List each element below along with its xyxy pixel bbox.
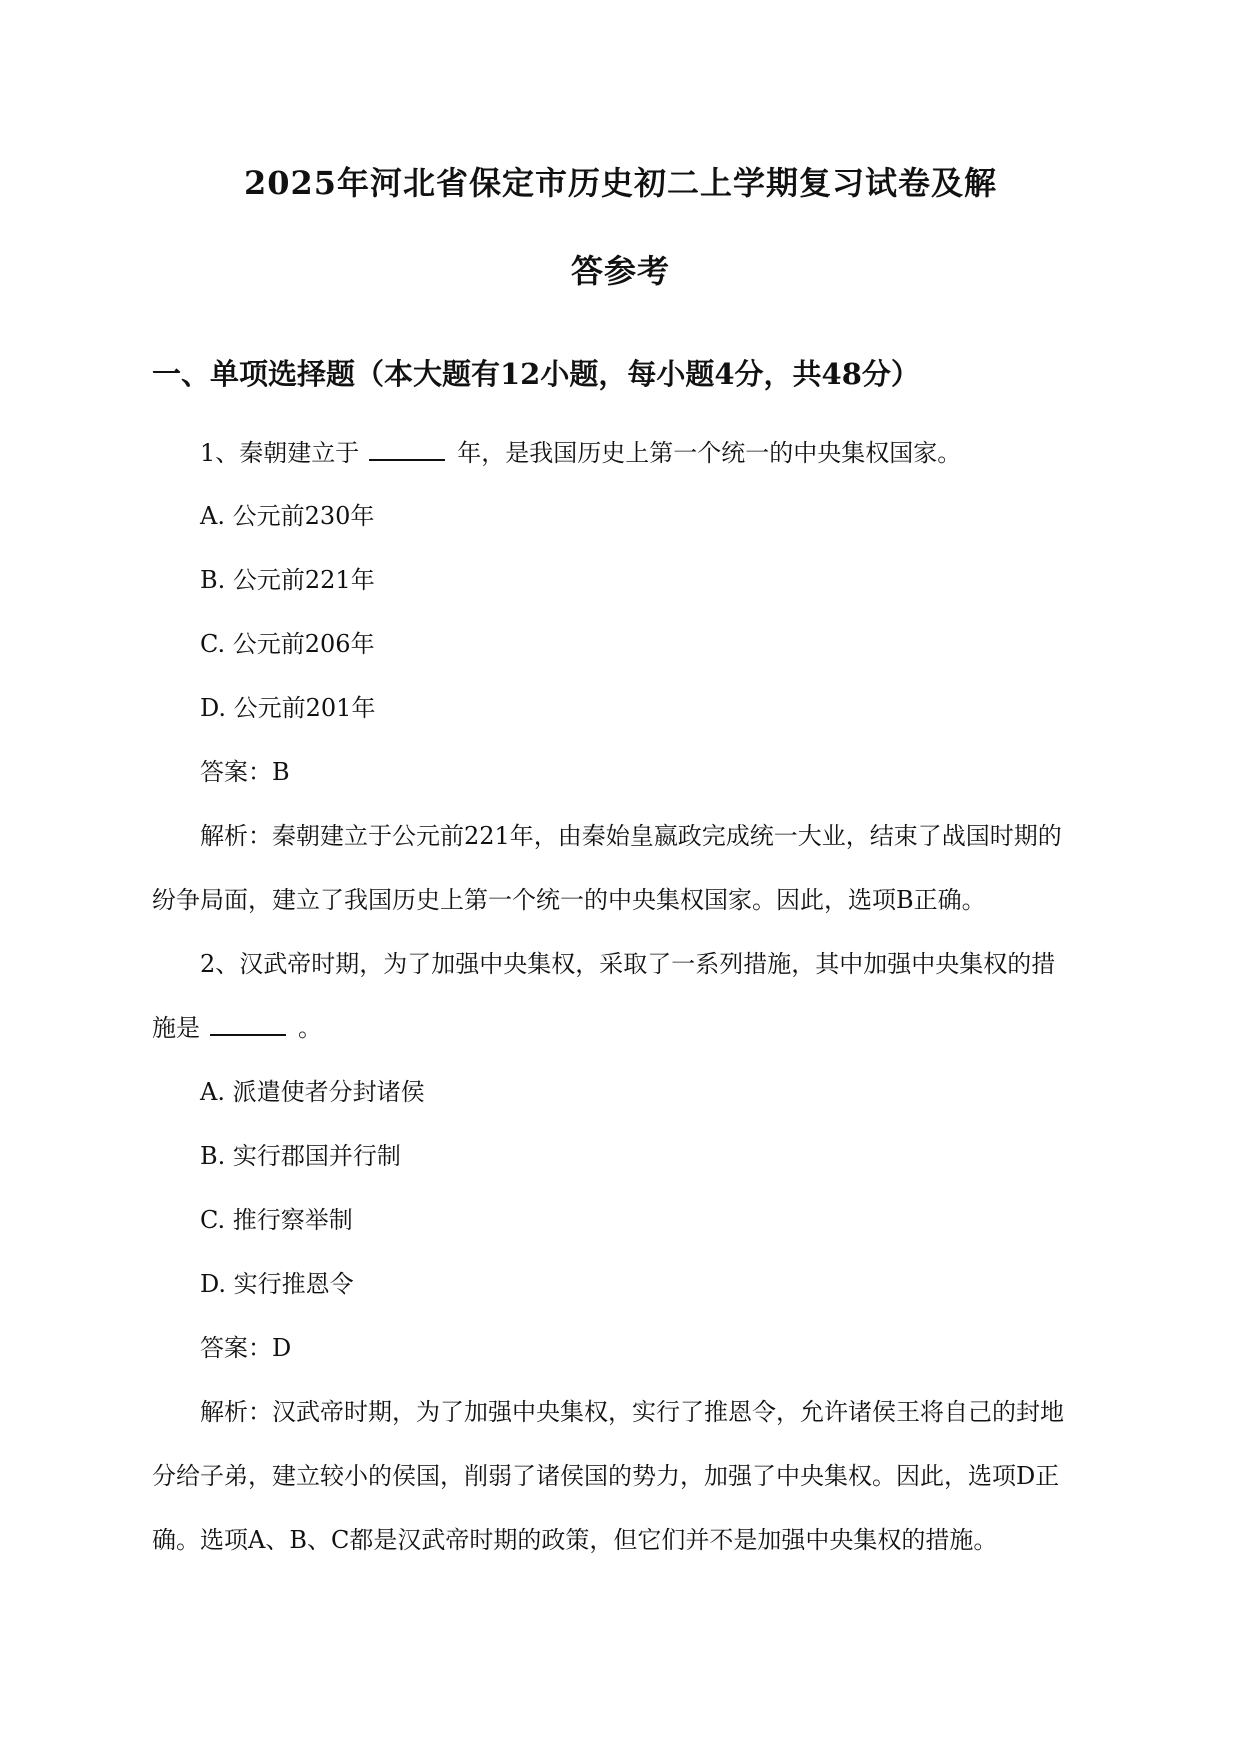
question-1-analysis-line-1: 解析：秦朝建立于公元前221年，由秦始皇嬴政完成统一大业，结束了战国时期的 (200, 822, 1062, 850)
question-2-stem-before: 施是 (152, 1014, 200, 1042)
question-2-analysis-line-1: 解析：汉武帝时期，为了加强中央集权，实行了推恩令，允许诸侯王将自己的封地 (200, 1398, 1064, 1426)
question-2-stem-line-2 (152, 1012, 322, 1044)
question-1-stem-after: 年，是我国历史上第一个统一的中央集权国家。 (457, 439, 962, 467)
question-2-option-d: D. 实行推恩令 (200, 1270, 354, 1298)
question-2-stem-line-1: 2、汉武帝时期，为了加强中央集权，采取了一系列措施，其中加强中央集权的措 (200, 950, 1056, 978)
question-1-stem-before: 1、秦朝建立于 (200, 439, 360, 467)
question-1-stem (200, 437, 961, 469)
question-2-option-b: B. 实行郡国并行制 (200, 1142, 401, 1170)
section-heading: 一、单项选择题（本大题有12小题，每小题4分，共48分） (152, 357, 920, 391)
question-2-stem-after: 。 (298, 1014, 322, 1042)
question-1-option-a: A. 公元前230年 (200, 502, 375, 530)
answer-blank (210, 1014, 286, 1036)
question-1-option-d: D. 公元前201年 (200, 694, 376, 722)
answer-blank (369, 439, 445, 461)
question-2-analysis-line-2: 分给子弟，建立较小的侯国，削弱了诸侯国的势力，加强了中央集权。因此，选项D正 (152, 1462, 1060, 1490)
question-2-analysis-line-3: 确。选项A、B、C都是汉武帝时期的政策，但它们并不是加强中央集权的措施。 (152, 1526, 998, 1554)
question-2-answer: 答案：D (200, 1334, 292, 1362)
question-2-option-a: A. 派遣使者分封诸侯 (200, 1078, 425, 1106)
question-1-answer: 答案：B (200, 758, 290, 786)
question-1-analysis-line-2: 纷争局面，建立了我国历史上第一个统一的中央集权国家。因此，选项B正确。 (152, 886, 986, 914)
question-1-option-b: B. 公元前221年 (200, 566, 375, 594)
question-2-option-c: C. 推行察举制 (200, 1206, 353, 1234)
question-1-option-c: C. 公元前206年 (200, 630, 375, 658)
document-title-line-1: 2025年河北省保定市历史初二上学期复习试卷及解 (243, 164, 998, 202)
document-title-line-2: 答参考 (570, 252, 670, 290)
